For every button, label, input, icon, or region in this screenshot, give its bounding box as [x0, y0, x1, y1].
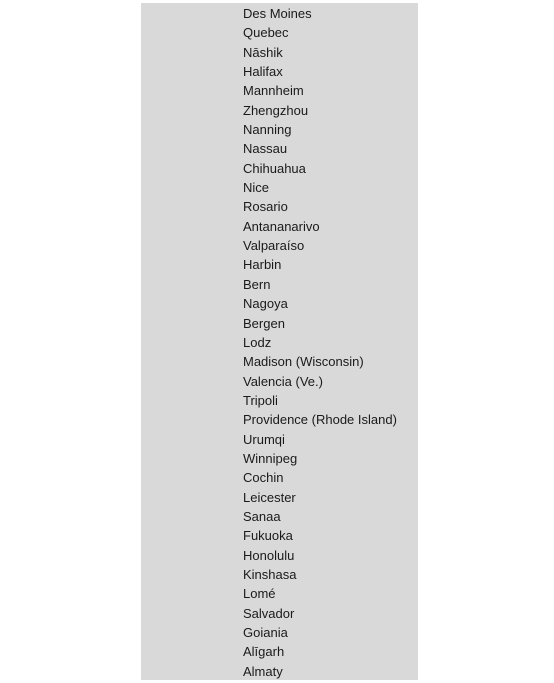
list-item: Urumqi [243, 431, 285, 447]
list-item: Valparaíso [243, 238, 305, 254]
list-item: Honolulu [243, 547, 295, 563]
list-item: Lodz [243, 334, 272, 350]
list-item: Mannheim [243, 83, 304, 99]
list-item: Salvador [243, 605, 295, 621]
list-item: Almaty [243, 663, 283, 679]
list-item: Bergen [243, 315, 285, 331]
list-item: Bern [243, 276, 271, 292]
list-item: Madison (Wisconsin) [243, 354, 364, 370]
list-item: Leicester [243, 489, 296, 505]
city-list-panel [141, 3, 418, 680]
list-item: Valencia (Ve.) [243, 373, 323, 389]
list-item: Chihuahua [243, 160, 306, 176]
list-item: Nice [243, 180, 270, 196]
list-item: Lomé [243, 586, 276, 602]
list-item: Tripoli [243, 392, 278, 408]
list-item: Rosario [243, 199, 288, 215]
list-item: Winnipeg [243, 450, 298, 466]
list-item: Nāshik [243, 44, 283, 60]
list-item: Harbin [243, 257, 282, 273]
list-item: Alīgarh [243, 644, 285, 660]
list-item: Kinshasa [243, 566, 297, 582]
list-item: Nanning [243, 122, 292, 138]
city-list [243, 4, 397, 681]
list-item: Halifax [243, 64, 283, 80]
list-item: Zhengzhou [243, 102, 309, 118]
list-item: Cochin [243, 470, 284, 486]
list-item: Nassau [243, 141, 288, 157]
list-item: Quebec [243, 25, 289, 41]
list-item: Goiania [243, 625, 288, 640]
list-item: Antananarivo [243, 218, 320, 234]
list-item: Des Moines [243, 6, 312, 21]
list-item: Providence (Rhode Island) [243, 412, 397, 428]
list-item: Sanaa [243, 508, 281, 524]
list-item: Fukuoka [243, 528, 293, 544]
list-item: Nagoya [243, 296, 288, 312]
